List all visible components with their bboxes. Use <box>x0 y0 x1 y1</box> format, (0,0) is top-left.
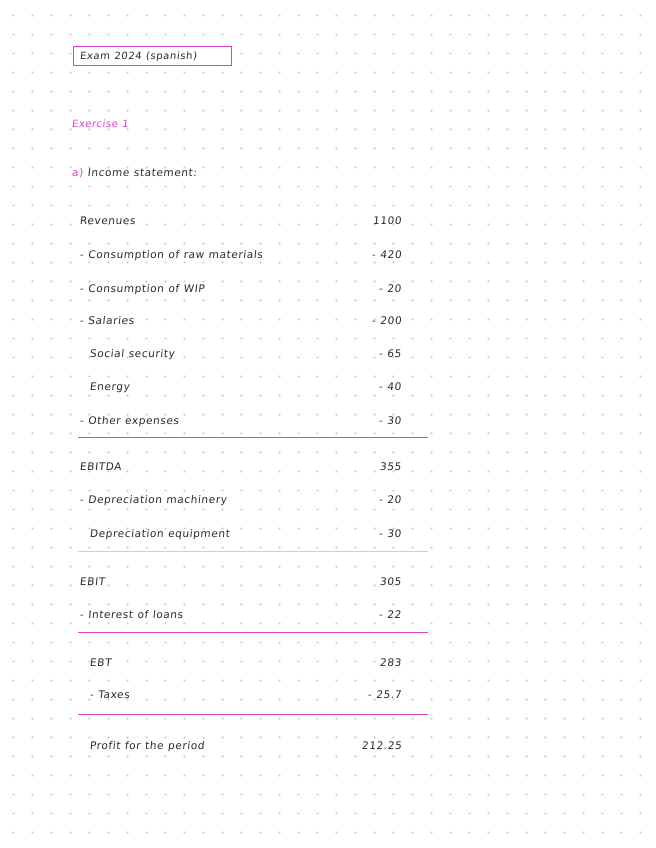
row-value-energy: - 40 <box>378 381 403 393</box>
divider-line <box>78 551 428 552</box>
row-value-raw-materials: - 420 <box>371 249 403 261</box>
row-value-ebitda: 355 <box>379 461 403 473</box>
row-value-ebit: 305 <box>379 576 403 588</box>
row-label-ebit: EBIT <box>79 576 107 588</box>
row-label-ebitda: EBITDA <box>79 461 123 473</box>
row-value-salaries: - 200 <box>371 315 403 327</box>
row-value-social-security: - 65 <box>378 348 403 360</box>
row-label-other-expenses: - Other expenses <box>79 415 181 427</box>
row-label-wip: - Consumption of WIP <box>79 283 206 295</box>
section-title: Income statement: <box>87 167 199 179</box>
row-label-profit: Profit for the period <box>89 740 206 752</box>
row-value-wip: - 20 <box>378 283 403 295</box>
row-label-ebt: EBT <box>89 657 113 669</box>
row-value-profit: 212.25 <box>361 740 403 752</box>
exercise-heading: Exercise 1 <box>71 119 130 130</box>
divider-line <box>78 437 428 438</box>
row-label-interest: - Interest of loans <box>79 609 185 621</box>
divider-line <box>78 714 428 715</box>
row-label-depreciation-equipment: Depreciation equipment <box>89 528 231 540</box>
row-value-taxes: - 25.7 <box>367 689 403 701</box>
row-label-revenues: Revenues <box>79 215 137 227</box>
section-heading <box>71 167 198 179</box>
page-title: Exam 2024 (spanish) <box>79 51 199 62</box>
part-letter: a) <box>71 167 85 179</box>
row-label-depreciation-machinery: - Depreciation machinery <box>79 494 229 506</box>
row-label-raw-materials: - Consumption of raw materials <box>79 249 265 261</box>
row-label-taxes: - Taxes <box>89 689 131 701</box>
row-label-salaries: - Salaries <box>79 315 136 327</box>
row-value-other-expenses: - 30 <box>378 415 403 427</box>
row-value-revenues: 1100 <box>372 215 403 227</box>
row-label-energy: Energy <box>89 381 132 393</box>
row-value-interest: - 22 <box>378 609 403 621</box>
row-value-ebt: 283 <box>379 657 403 669</box>
divider-line <box>78 632 428 633</box>
row-label-social-security: Social security <box>89 348 177 360</box>
row-value-depreciation-equipment: - 30 <box>378 528 403 540</box>
row-value-depreciation-machinery: - 20 <box>378 494 403 506</box>
